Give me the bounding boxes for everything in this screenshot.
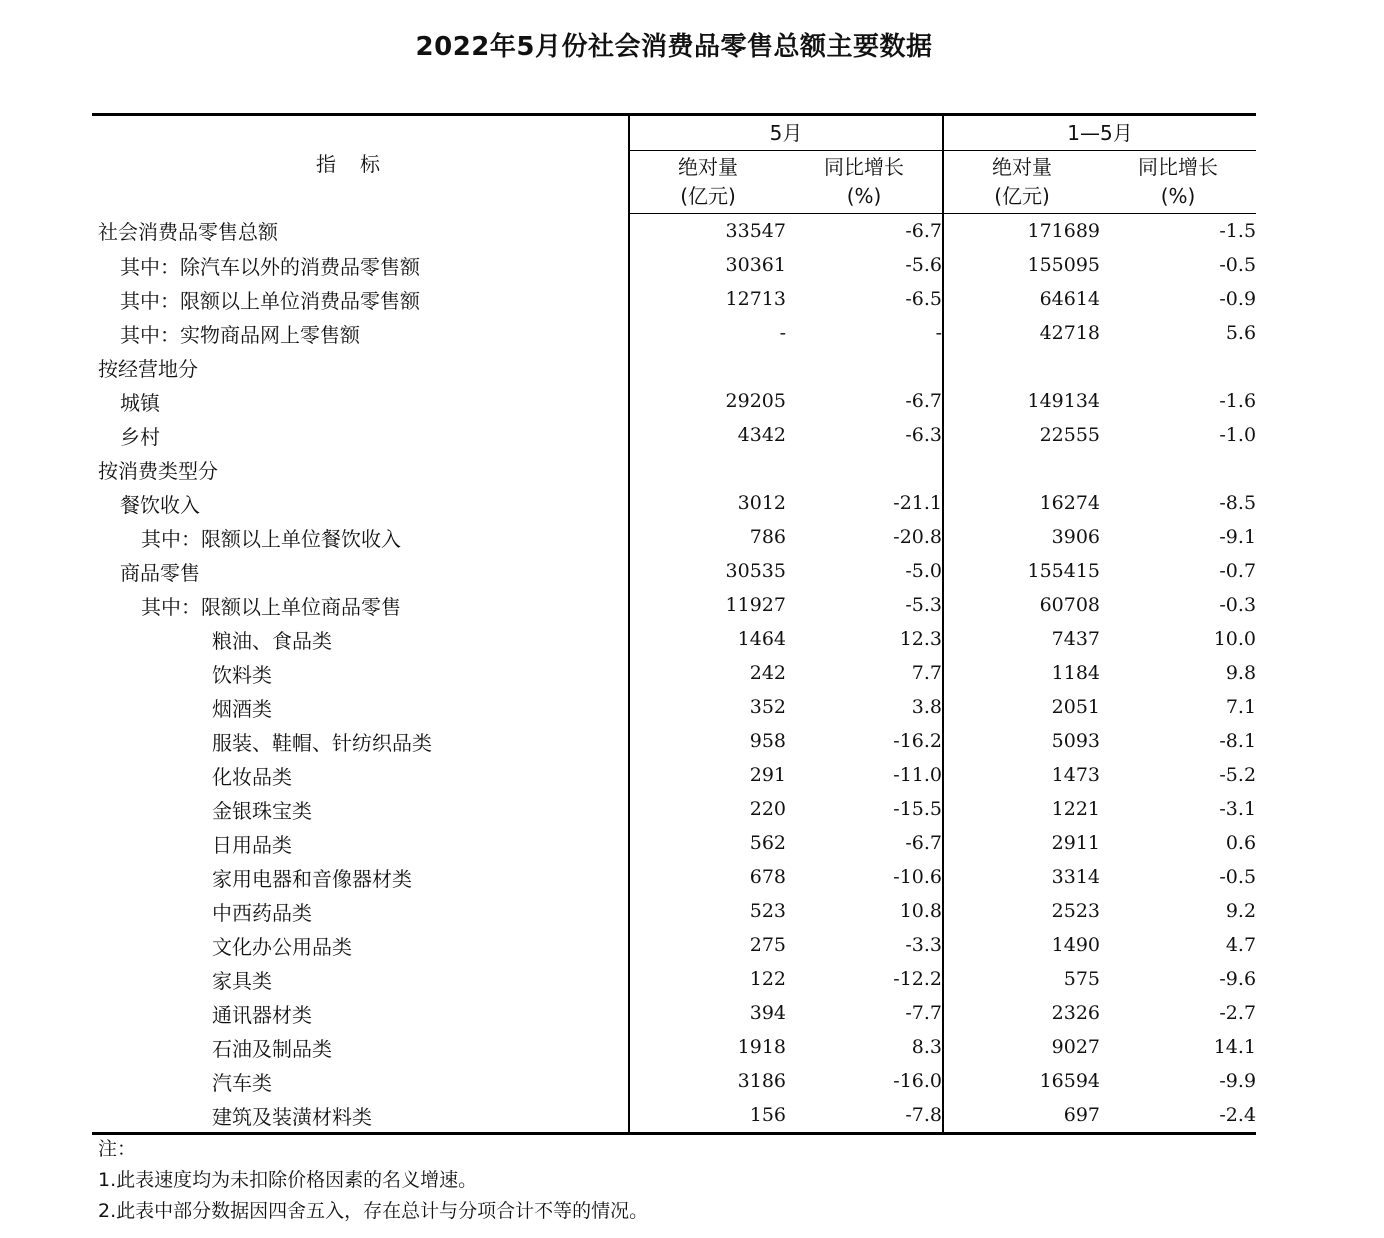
table-row (92, 792, 1256, 826)
row-label: 金银珠宝类 (92, 792, 629, 826)
row-label: 通讯器材类 (92, 996, 629, 1030)
jan-may-header: 1—5月 (943, 115, 1256, 151)
row-label: 化妆品类 (92, 758, 629, 792)
ytd-abs-cell: 9027 (1051, 1036, 1101, 1058)
ytd-abs-cell: 16594 (1039, 1070, 1101, 1092)
ytd-abs-cell: 155095 (1027, 254, 1101, 276)
may-yoy-cell: -10.6 (786, 860, 943, 894)
may-yoy-cell: 3.8 (786, 690, 943, 724)
row-label: 汽车类 (92, 1064, 629, 1098)
ytd-abs-cell: 155415 (1027, 560, 1101, 582)
note-item: 2.此表中部分数据因四舍五入，存在总计与分项合计不等的情况。 (98, 1200, 649, 1222)
table-row (92, 486, 1256, 520)
table-row (92, 384, 1256, 418)
may-yoy-cell: 12.3 (786, 622, 943, 656)
ytd-abs-cell: 171689 (1027, 220, 1101, 242)
may-abs-cell: 1918 (737, 1036, 786, 1058)
indicator-header: 指标 (92, 115, 629, 214)
may-abs-cell: 29205 (725, 390, 786, 412)
may-yoy-cell: -5.0 (786, 554, 943, 588)
table-row (92, 622, 1256, 656)
table-row (92, 826, 1256, 860)
table-row (92, 418, 1256, 452)
ytd-yoy-cell: -9.9 (1219, 1070, 1257, 1092)
yoy-unit: (%) (1160, 184, 1196, 208)
may-yoy-cell: -7.8 (786, 1098, 943, 1134)
ytd-yoy-cell: -9.1 (1219, 526, 1257, 548)
ytd-yoy-cell: 4.7 (1225, 934, 1257, 956)
table-row (92, 214, 1256, 249)
may-abs-cell: 291 (749, 764, 786, 786)
row-label: 家具类 (92, 962, 629, 996)
row-label: 城镇 (92, 384, 629, 418)
may-yoy-cell: 8.3 (786, 1030, 943, 1064)
row-label: 中西药品类 (92, 894, 629, 928)
may-yoy-cell: -5.6 (786, 248, 943, 282)
ytd-abs-cell: 60708 (1039, 594, 1101, 616)
may-abs-cell: 220 (749, 798, 786, 820)
may-abs-cell: 3186 (737, 1070, 786, 1092)
may-abs-cell: 3012 (737, 492, 786, 514)
table-row (92, 996, 1256, 1030)
note-item: 1.此表速度均为未扣除价格因素的名义增速。 (98, 1169, 478, 1191)
ytd-abs-cell: 575 (1063, 968, 1101, 990)
ytd-yoy-cell: -1.5 (1219, 220, 1257, 242)
ytd-yoy-cell: 10.0 (1213, 628, 1257, 650)
row-label: 其中：限额以上单位消费品零售额 (92, 282, 629, 316)
table-row (92, 588, 1256, 622)
may-abs-cell: 33547 (725, 220, 786, 242)
row-label: 按经营地分 (92, 350, 629, 384)
row-label: 饮料类 (92, 656, 629, 690)
may-abs-cell: 122 (749, 968, 786, 990)
table-row (92, 1030, 1256, 1064)
may-abs-cell (629, 350, 786, 384)
may-yoy-cell (786, 452, 943, 486)
may-abs-cell: - (779, 322, 786, 344)
table-row (92, 282, 1256, 316)
may-header: 5月 (629, 115, 943, 151)
ytd-yoy-cell: -5.2 (1219, 764, 1257, 786)
table-row (92, 860, 1256, 894)
ytd-abs-cell: 1184 (1051, 662, 1101, 684)
ytd-abs-cell: 1490 (1051, 934, 1101, 956)
ytd-yoy-cell: -9.6 (1219, 968, 1257, 990)
table-row (92, 758, 1256, 792)
row-label: 烟酒类 (92, 690, 629, 724)
ytd-abs-cell: 1221 (1051, 798, 1101, 820)
may-yoy-cell: -11.0 (786, 758, 943, 792)
ytd-yoy-cell: 9.8 (1225, 662, 1257, 684)
row-label: 商品零售 (92, 554, 629, 588)
ytd-yoy-cell: 5.6 (1225, 322, 1257, 344)
may-abs-cell: 958 (749, 730, 786, 752)
abs-unit: (亿元) (680, 184, 736, 208)
notes (98, 1134, 648, 1227)
table-row (92, 656, 1256, 690)
ytd-yoy-cell (1100, 452, 1256, 486)
may-abs-cell: 394 (749, 1002, 786, 1024)
may-yoy-cell: -12.2 (786, 962, 943, 996)
abs-label: 绝对量 (992, 155, 1053, 179)
ytd-abs-cell: 64614 (1039, 288, 1101, 310)
may-abs-cell: 678 (749, 866, 786, 888)
row-label: 文化办公用品类 (92, 928, 629, 962)
table-row (92, 894, 1256, 928)
may-yoy-cell: -6.7 (786, 214, 943, 249)
ytd-yoy-cell: -2.4 (1219, 1104, 1257, 1126)
row-label: 其中：除汽车以外的消费品零售额 (92, 248, 629, 282)
may-yoy-cell: -6.3 (786, 418, 943, 452)
ytd-abs-cell: 16274 (1039, 492, 1101, 514)
table-row (92, 690, 1256, 724)
ytd-yoy-cell: 9.2 (1225, 900, 1257, 922)
may-yoy-cell: -6.7 (786, 826, 943, 860)
ytd-abs-cell: 3314 (1051, 866, 1101, 888)
notes-heading: 注： (98, 1138, 137, 1160)
ytd-abs-header (943, 151, 1100, 214)
table-row (92, 1064, 1256, 1098)
ytd-abs-cell: 22555 (1039, 424, 1101, 446)
table-row (92, 350, 1256, 384)
may-abs-cell: 156 (749, 1104, 786, 1126)
may-yoy-cell: 7.7 (786, 656, 943, 690)
row-label: 社会消费品零售总额 (92, 214, 629, 249)
ytd-yoy-cell: -0.3 (1219, 594, 1257, 616)
row-label: 石油及制品类 (92, 1030, 629, 1064)
ytd-abs-cell (943, 350, 1100, 384)
may-yoy-cell: -16.0 (786, 1064, 943, 1098)
table-row (92, 724, 1256, 758)
row-label: 其中：实物商品网上零售额 (92, 316, 629, 350)
may-yoy-cell: -16.2 (786, 724, 943, 758)
ytd-yoy-cell: -8.5 (1219, 492, 1257, 514)
may-abs-cell: 275 (749, 934, 786, 956)
table-row (92, 1098, 1256, 1134)
ytd-yoy-cell: -0.7 (1219, 560, 1257, 582)
ytd-yoy-header (1100, 151, 1256, 214)
may-yoy-cell (786, 350, 943, 384)
ytd-abs-cell: 697 (1063, 1104, 1101, 1126)
may-abs-cell: 786 (749, 526, 786, 548)
table-row (92, 248, 1256, 282)
header-row-periods (92, 115, 1256, 151)
row-label: 服装、鞋帽、针纺织品类 (92, 724, 629, 758)
ytd-yoy-cell (1100, 350, 1256, 384)
may-abs-cell: 562 (749, 832, 786, 854)
may-abs-cell: 523 (749, 900, 786, 922)
may-yoy-cell: -7.7 (786, 996, 943, 1030)
ytd-yoy-cell: -1.0 (1219, 424, 1257, 446)
may-yoy-cell: -15.5 (786, 792, 943, 826)
ytd-yoy-cell: -3.1 (1219, 798, 1257, 820)
yoy-label: 同比增长 (1138, 155, 1219, 179)
row-label: 家用电器和音像器材类 (92, 860, 629, 894)
ytd-yoy-cell: 7.1 (1225, 696, 1257, 718)
table-row (92, 928, 1256, 962)
ytd-abs-cell: 7437 (1051, 628, 1101, 650)
may-yoy-header (786, 151, 943, 214)
ytd-yoy-cell: -0.5 (1219, 866, 1257, 888)
ytd-abs-cell: 5093 (1051, 730, 1101, 752)
ytd-abs-cell: 1473 (1051, 764, 1101, 786)
ytd-yoy-cell: -2.7 (1219, 1002, 1257, 1024)
abs-unit: (亿元) (994, 184, 1050, 208)
ytd-abs-cell: 2326 (1051, 1002, 1101, 1024)
ytd-abs-cell: 149134 (1027, 390, 1101, 412)
row-label: 建筑及装潢材料类 (92, 1098, 629, 1134)
ytd-yoy-cell: -0.5 (1219, 254, 1257, 276)
row-label: 按消费类型分 (92, 452, 629, 486)
table-row (92, 554, 1256, 588)
may-abs-cell: 30535 (725, 560, 786, 582)
ytd-yoy-cell: -0.9 (1219, 288, 1257, 310)
may-abs-cell: 11927 (725, 594, 786, 616)
may-abs-cell: 30361 (725, 254, 786, 276)
may-abs-cell (629, 452, 786, 486)
may-abs-cell: 352 (749, 696, 786, 718)
may-abs-cell: 4342 (737, 424, 786, 446)
page-title: 2022年5月份社会消费品零售总额主要数据 (415, 32, 933, 62)
ytd-yoy-cell: -8.1 (1219, 730, 1257, 752)
may-yoy-cell: -6.7 (786, 384, 943, 418)
ytd-abs-cell (943, 452, 1100, 486)
table-row (92, 962, 1256, 996)
table-body (92, 214, 1256, 1134)
may-yoy-cell: 10.8 (786, 894, 943, 928)
ytd-abs-cell: 2051 (1051, 696, 1101, 718)
ytd-yoy-cell: 14.1 (1213, 1036, 1257, 1058)
row-label: 其中：限额以上单位餐饮收入 (92, 520, 629, 554)
may-yoy-cell: - (786, 316, 943, 350)
ytd-abs-cell: 3906 (1051, 526, 1101, 548)
ytd-yoy-cell: -1.6 (1219, 390, 1257, 412)
may-abs-cell: 1464 (737, 628, 786, 650)
may-yoy-cell: -5.3 (786, 588, 943, 622)
table-row (92, 520, 1256, 554)
ytd-abs-cell: 2911 (1051, 832, 1101, 854)
may-yoy-cell: -6.5 (786, 282, 943, 316)
row-label: 乡村 (92, 418, 629, 452)
ytd-abs-cell: 42718 (1039, 322, 1101, 344)
ytd-yoy-cell: 0.6 (1225, 832, 1257, 854)
yoy-label: 同比增长 (824, 155, 904, 179)
table-row (92, 316, 1256, 350)
may-yoy-cell: -20.8 (786, 520, 943, 554)
abs-label: 绝对量 (678, 155, 738, 179)
may-abs-header (629, 151, 786, 214)
retail-sales-table (92, 113, 1256, 1135)
row-label: 餐饮收入 (92, 486, 629, 520)
may-abs-cell: 242 (749, 662, 786, 684)
yoy-unit: (%) (846, 184, 882, 208)
row-label: 其中：限额以上单位商品零售 (92, 588, 629, 622)
table-row (92, 452, 1256, 486)
may-yoy-cell: -3.3 (786, 928, 943, 962)
may-yoy-cell: -21.1 (786, 486, 943, 520)
row-label: 粮油、食品类 (92, 622, 629, 656)
row-label: 日用品类 (92, 826, 629, 860)
may-abs-cell: 12713 (725, 288, 786, 310)
ytd-abs-cell: 2523 (1051, 900, 1101, 922)
